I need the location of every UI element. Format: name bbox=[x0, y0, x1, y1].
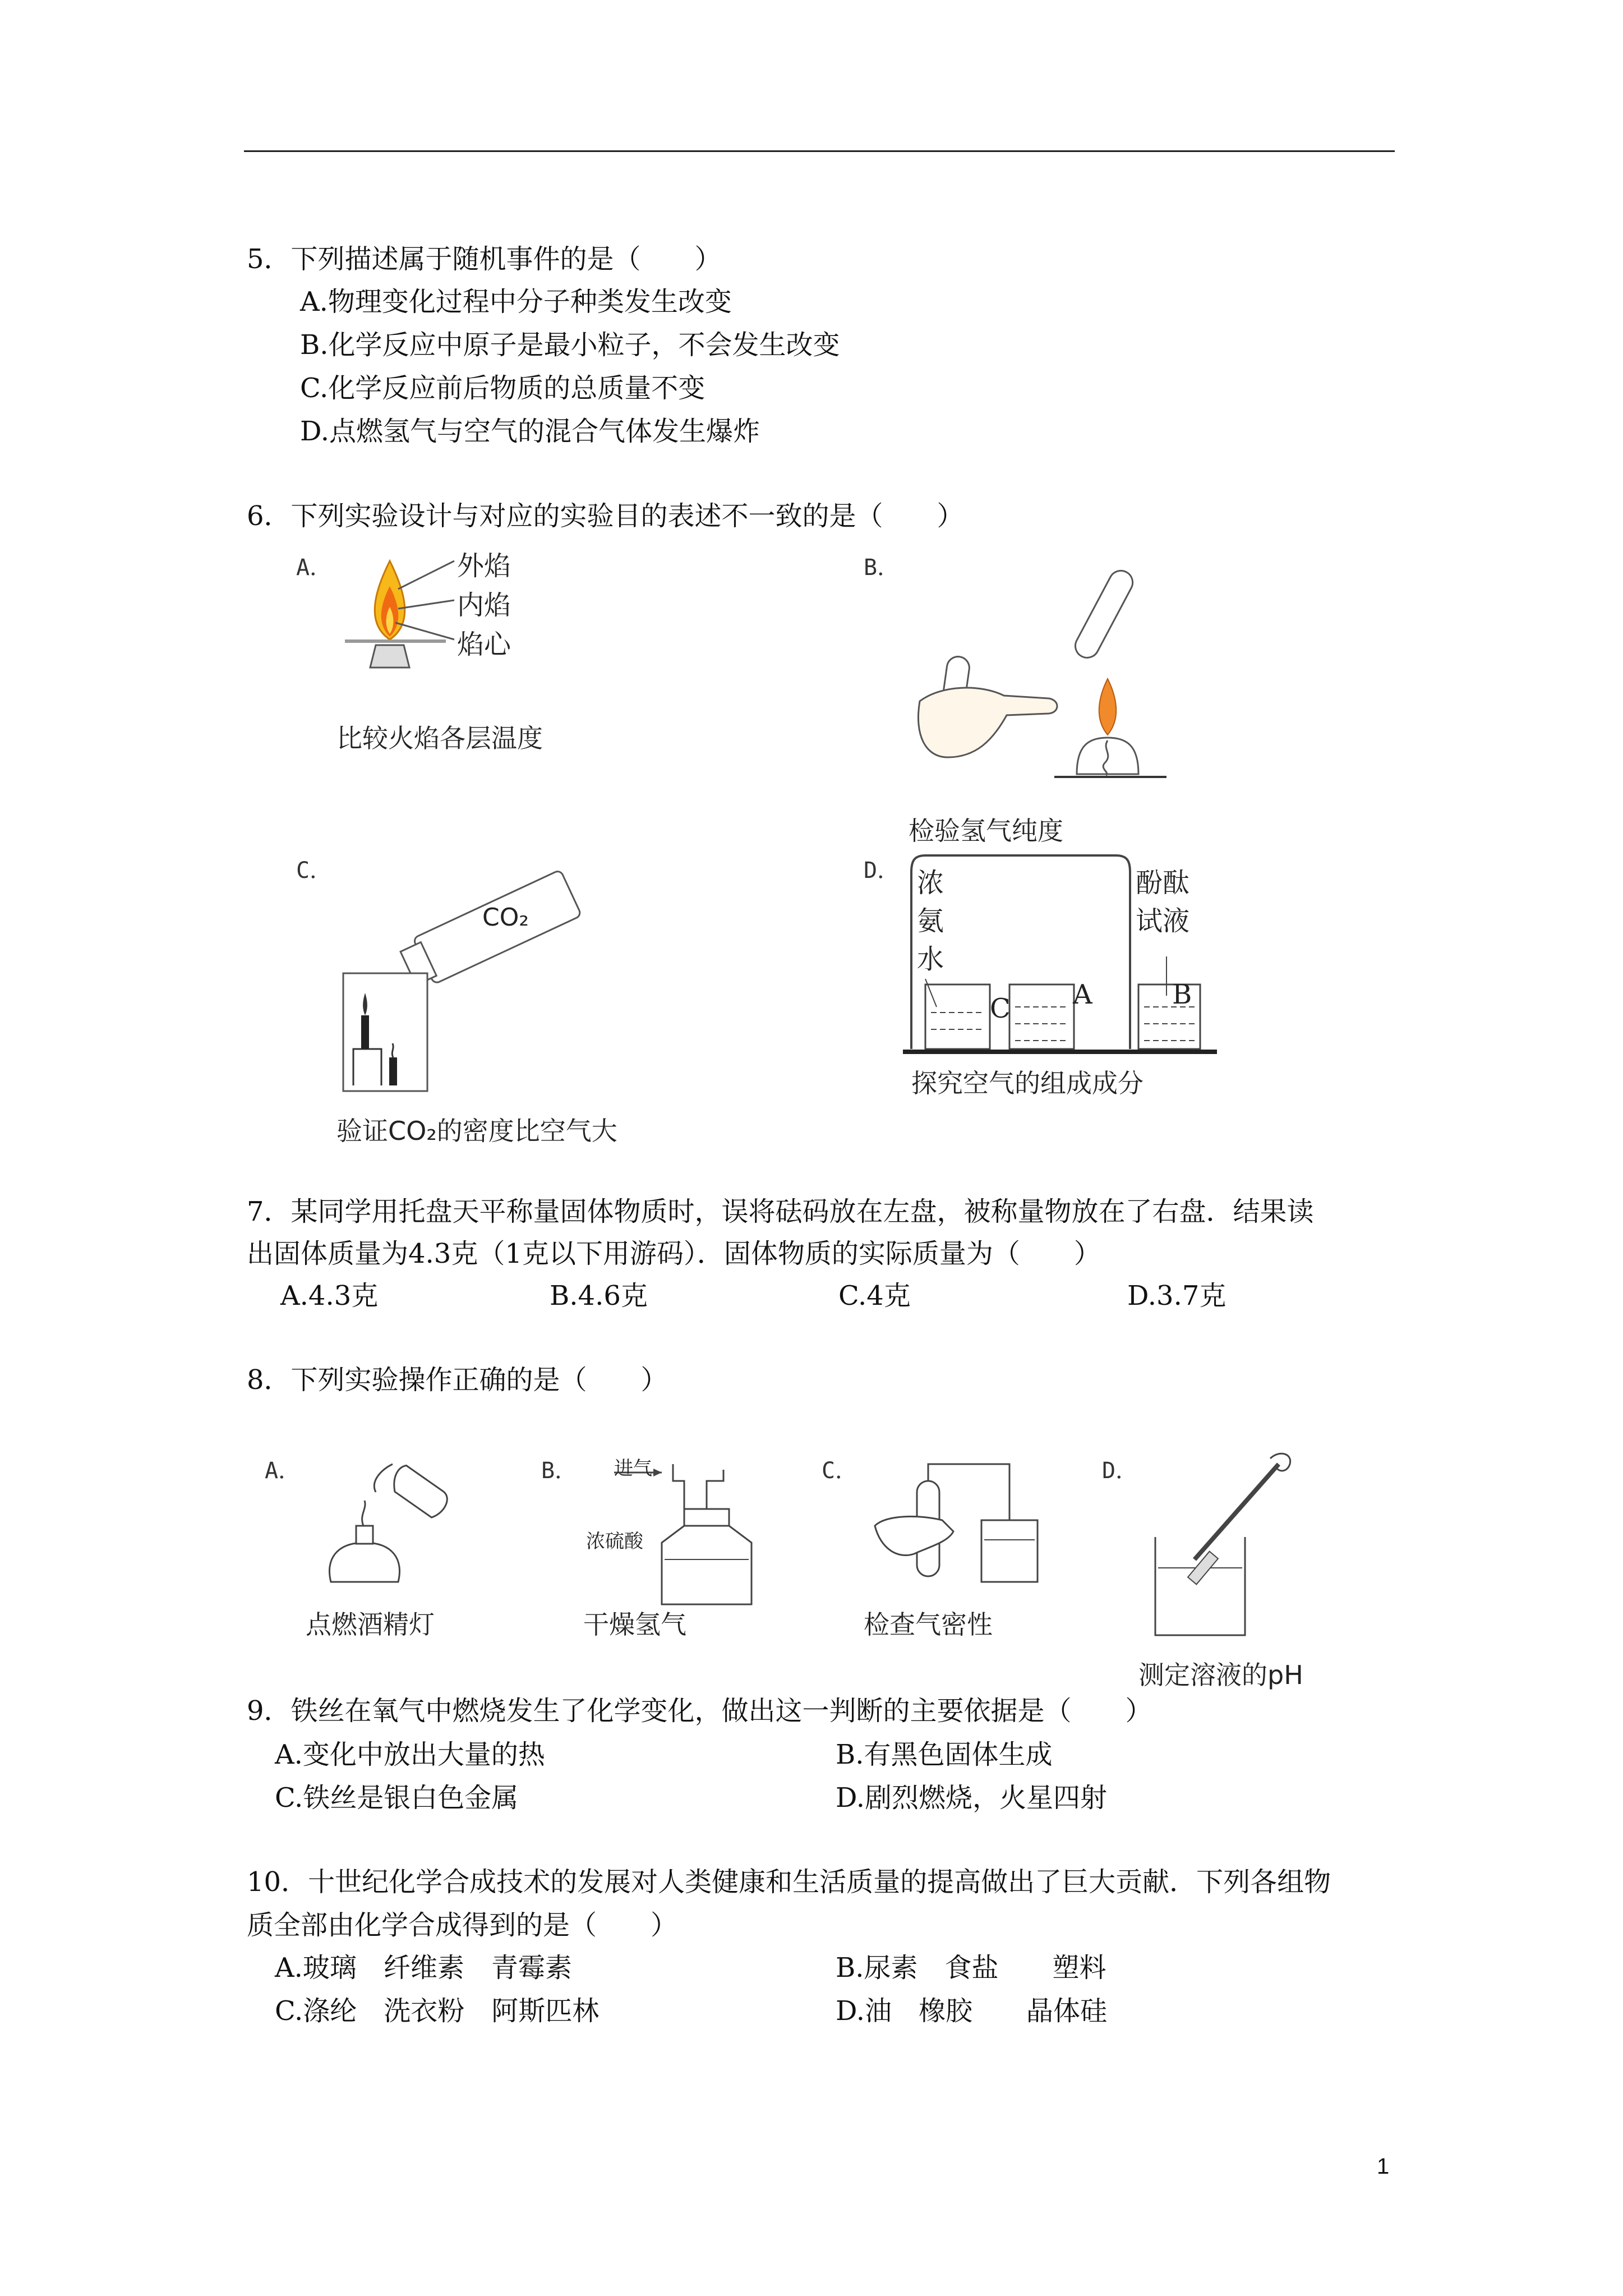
q8-fig-a-caption: 点燃酒精灯 bbox=[306, 1609, 435, 1640]
sulfuric-acid-label: 浓硫酸 bbox=[586, 1530, 643, 1553]
flame-core-label: 焰心 bbox=[457, 629, 511, 660]
airtightness-check-diagram bbox=[864, 1458, 1066, 1604]
q10-option-d: D.油 橡胶 晶体硅 bbox=[836, 1995, 1108, 2027]
q6-fig-c-caption: 验证CO₂的密度比空气大 bbox=[336, 1116, 617, 1146]
beaker-label-b: B bbox=[1172, 979, 1192, 1010]
beaker-label-a: A bbox=[1073, 979, 1092, 1010]
q7-option-c: C.4克 bbox=[838, 1280, 911, 1312]
q8-fig-a-letter: A． bbox=[265, 1458, 301, 1484]
q6-fig-c-letter: C． bbox=[296, 858, 333, 884]
q10-option-b: B.尿素 食盐 塑料 bbox=[836, 1952, 1106, 1984]
q6-fig-d-caption: 探究空气的组成成分 bbox=[911, 1068, 1144, 1098]
q8-fig-b-caption: 干燥氢气 bbox=[583, 1609, 686, 1640]
q7-stem-line1: 7．某同学用托盘天平称量固体物质时，误将砝码放在左盘，被称量物放在了右盘．结果读 bbox=[247, 1196, 1314, 1227]
page-number: 1 bbox=[1377, 2154, 1390, 2179]
q5-option-b: B.化学反应中原子是最小粒子，不会发生改变 bbox=[300, 329, 840, 361]
q7-option-d: D.3.7克 bbox=[1127, 1280, 1227, 1312]
alcohol-lamp-lighting-diagram bbox=[314, 1458, 460, 1588]
q10-stem-line1: 10．十世纪化学合成技术的发展对人类健康和生活质量的提高做出了巨大贡献．下列各组物 bbox=[247, 1866, 1331, 1898]
q8-fig-c-letter: C． bbox=[822, 1458, 858, 1484]
q5-option-d: D.点燃氢气与空气的混合气体发生爆炸 bbox=[300, 416, 760, 447]
q6-fig-b-caption: 检验氢气纯度 bbox=[909, 816, 1063, 846]
q6-stem: 6．下列实验设计与对应的实验目的表述不一致的是（ ） bbox=[247, 500, 964, 532]
q8-fig-c-caption: 检查气密性 bbox=[864, 1609, 993, 1640]
q5-stem: 5．下列描述属于随机事件的是（ ） bbox=[247, 243, 722, 275]
q8-fig-d-letter: D． bbox=[1102, 1458, 1138, 1484]
inlet-label: 进气 bbox=[614, 1457, 652, 1480]
q7-option-a: A.4.3克 bbox=[280, 1280, 379, 1312]
q6-fig-d-letter: D． bbox=[864, 858, 900, 884]
hydrogen-test-diagram bbox=[909, 555, 1234, 791]
q8-fig-d-caption: 测定溶液的pH bbox=[1138, 1660, 1303, 1690]
q10-option-c: C.涤纶 洗衣粉 阿斯匹林 bbox=[275, 1995, 600, 2027]
q6-fig-a-caption: 比较火焰各层温度 bbox=[336, 723, 543, 753]
ammonia-label: 浓氨水 bbox=[917, 867, 944, 975]
q9-option-c: C.铁丝是银白色金属 bbox=[275, 1782, 519, 1814]
co2-density-diagram bbox=[336, 864, 594, 1099]
q9-stem: 9．铁丝在氧气中燃烧发生了化学变化，做出这一判断的主要依据是（ ） bbox=[247, 1695, 1152, 1727]
q9-option-d: D.剧烈燃烧，火星四射 bbox=[836, 1782, 1108, 1814]
q5-option-c: C.化学反应前后物质的总质量不变 bbox=[300, 372, 706, 404]
outer-flame-label: 外焰 bbox=[457, 550, 511, 582]
inner-flame-label: 内焰 bbox=[457, 590, 511, 621]
ph-test-diagram bbox=[1144, 1447, 1324, 1638]
q6-fig-a-letter: A． bbox=[296, 555, 333, 581]
q8-fig-b-letter: B． bbox=[541, 1458, 578, 1484]
q7-option-b: B.4.6克 bbox=[550, 1280, 648, 1312]
header-rule bbox=[244, 150, 1395, 152]
q5-option-a: A.物理变化过程中分子种类发生改变 bbox=[300, 286, 732, 318]
q6-fig-b-letter: B． bbox=[864, 555, 900, 581]
q9-option-a: A.变化中放出大量的热 bbox=[275, 1739, 545, 1770]
co2-bottle-label: CO₂ bbox=[482, 903, 529, 932]
q10-option-a: A.玻璃 纤维素 青霉素 bbox=[275, 1952, 572, 1984]
q9-option-b: B.有黑色固体生成 bbox=[836, 1739, 1053, 1770]
q8-stem: 8．下列实验操作正确的是（ ） bbox=[247, 1364, 668, 1396]
beaker-label-c: C bbox=[990, 993, 1011, 1024]
q7-stem-line2: 出固体质量为4.3克（1克以下用游码）．固体物质的实际质量为（ ） bbox=[247, 1238, 1101, 1269]
q10-stem-line2: 质全部由化学合成得到的是（ ） bbox=[247, 1910, 678, 1941]
phenolphthalein-label: 酚酞试液 bbox=[1136, 867, 1190, 937]
